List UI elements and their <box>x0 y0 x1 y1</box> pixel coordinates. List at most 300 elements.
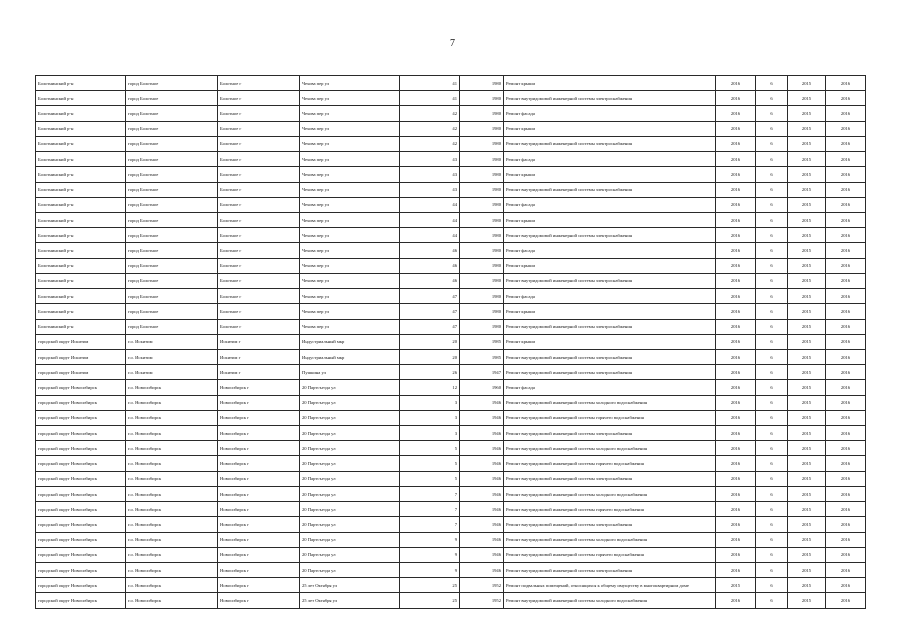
end-year-cell: 2016 <box>826 258 866 273</box>
district-cell: Болотнинский р-н <box>36 106 126 121</box>
year-built-cell: 1980 <box>460 228 504 243</box>
house-number-cell: 3 <box>400 395 460 410</box>
start-year-cell: 2015 <box>788 380 826 395</box>
year-built-cell: 1980 <box>460 121 504 136</box>
start-year-cell: 2015 <box>788 486 826 501</box>
period-cell: 6 <box>756 243 788 258</box>
street-cell: 20 Партсъезда ул <box>300 410 400 425</box>
district-cell: городской округ Новосибирск <box>36 532 126 547</box>
settlement-cell: Новосибирск г <box>218 593 300 609</box>
street-cell: Индустриальный мкр <box>300 349 400 364</box>
house-number-cell: 9 <box>400 563 460 578</box>
street-cell: 20 Партсъезда ул <box>300 486 400 501</box>
settlement-cell: Новосибирск г <box>218 517 300 532</box>
end-year-cell: 2016 <box>826 563 866 578</box>
municipality-cell: г.о. Новосибирск <box>126 593 218 609</box>
district-cell: городской округ Искитим <box>36 334 126 349</box>
settlement-cell: Болотное г <box>218 197 300 212</box>
period-cell: 6 <box>756 517 788 532</box>
work-type-cell: Ремонт внутридомовой инженерной системы электроснабжения <box>504 349 716 364</box>
period-cell: 6 <box>756 182 788 197</box>
district-cell: городской округ Искитим <box>36 349 126 364</box>
house-number-cell: 20 <box>400 349 460 364</box>
plan-year-cell: 2016 <box>716 486 756 501</box>
house-number-cell: 43 <box>400 182 460 197</box>
municipality-cell: город Болотное <box>126 136 218 151</box>
end-year-cell: 2016 <box>826 182 866 197</box>
end-year-cell: 2016 <box>826 197 866 212</box>
plan-year-cell: 2016 <box>716 197 756 212</box>
plan-year-cell: 2016 <box>716 212 756 227</box>
plan-year-cell: 2016 <box>716 380 756 395</box>
plan-year-cell: 2016 <box>716 182 756 197</box>
municipality-cell: г.о. Новосибирск <box>126 426 218 441</box>
table-row <box>36 106 866 121</box>
municipality-cell: город Болотное <box>126 182 218 197</box>
district-cell: городской округ Новосибирск <box>36 441 126 456</box>
settlement-cell: Болотное г <box>218 319 300 334</box>
settlement-cell: Новосибирск г <box>218 395 300 410</box>
plan-year-cell: 2016 <box>716 243 756 258</box>
settlement-cell: Новосибирск г <box>218 486 300 501</box>
period-cell: 6 <box>756 91 788 106</box>
start-year-cell: 2015 <box>788 91 826 106</box>
year-built-cell: 1952 <box>460 578 504 593</box>
year-built-cell: 1946 <box>460 410 504 425</box>
start-year-cell: 2015 <box>788 258 826 273</box>
plan-year-cell: 2016 <box>716 426 756 441</box>
house-number-cell: 5 <box>400 456 460 471</box>
plan-year-cell: 2016 <box>716 456 756 471</box>
settlement-cell: Новосибирск г <box>218 380 300 395</box>
period-cell: 6 <box>756 273 788 288</box>
start-year-cell: 2015 <box>788 593 826 609</box>
table-row <box>36 441 866 456</box>
table-row <box>36 182 866 197</box>
work-type-cell: Ремонт внутридомовой инженерной системы электроснабжения <box>504 136 716 151</box>
house-number-cell: 3 <box>400 410 460 425</box>
table-row <box>36 258 866 273</box>
plan-year-cell: 2016 <box>716 547 756 562</box>
period-cell: 6 <box>756 471 788 486</box>
work-type-cell: Ремонт фасада <box>504 197 716 212</box>
end-year-cell: 2016 <box>826 502 866 517</box>
settlement-cell: Болотное г <box>218 304 300 319</box>
house-number-cell: 47 <box>400 304 460 319</box>
plan-year-cell: 2016 <box>716 167 756 182</box>
table-row <box>36 380 866 395</box>
period-cell: 6 <box>756 547 788 562</box>
district-cell: городской округ Искитим <box>36 365 126 380</box>
street-cell: 20 Партсъезда ул <box>300 426 400 441</box>
plan-year-cell: 2016 <box>716 91 756 106</box>
table-row <box>36 304 866 319</box>
start-year-cell: 2015 <box>788 121 826 136</box>
period-cell: 6 <box>756 319 788 334</box>
district-cell: городской округ Новосибирск <box>36 380 126 395</box>
municipality-cell: г.о. Новосибирск <box>126 547 218 562</box>
municipality-cell: город Болотное <box>126 121 218 136</box>
plan-year-cell: 2016 <box>716 517 756 532</box>
work-type-cell: Ремонт крыши <box>504 121 716 136</box>
settlement-cell: Искитим г <box>218 365 300 380</box>
end-year-cell: 2016 <box>826 349 866 364</box>
house-number-cell: 9 <box>400 547 460 562</box>
plan-year-cell: 2016 <box>716 441 756 456</box>
settlement-cell: Новосибирск г <box>218 578 300 593</box>
period-cell: 6 <box>756 426 788 441</box>
street-cell: 20 Партсъезда ул <box>300 395 400 410</box>
end-year-cell: 2016 <box>826 304 866 319</box>
year-built-cell: 1946 <box>460 395 504 410</box>
start-year-cell: 2015 <box>788 228 826 243</box>
period-cell: 6 <box>756 152 788 167</box>
house-number-cell: 41 <box>400 91 460 106</box>
settlement-cell: Искитим г <box>218 334 300 349</box>
start-year-cell: 2015 <box>788 289 826 304</box>
municipality-cell: г.о. Искитим <box>126 334 218 349</box>
street-cell: Чехова пер ул <box>300 167 400 182</box>
municipality-cell: г.о. Новосибирск <box>126 563 218 578</box>
table-row <box>36 578 866 593</box>
plan-year-cell: 2016 <box>716 593 756 609</box>
district-cell: городской округ Новосибирск <box>36 563 126 578</box>
work-type-cell: Ремонт крыши <box>504 212 716 227</box>
street-cell: Индустриальный мкр <box>300 334 400 349</box>
year-built-cell: 1946 <box>460 471 504 486</box>
table-row <box>36 136 866 151</box>
year-built-cell: 1980 <box>460 152 504 167</box>
year-built-cell: 1946 <box>460 441 504 456</box>
house-number-cell: 42 <box>400 136 460 151</box>
year-built-cell: 1946 <box>460 456 504 471</box>
street-cell: Чехова пер ул <box>300 152 400 167</box>
work-type-cell: Ремонт внутридомовой инженерной системы электроснабжения <box>504 273 716 288</box>
work-type-cell: Ремонт фасада <box>504 243 716 258</box>
house-number-cell: 46 <box>400 273 460 288</box>
municipality-cell: г.о. Новосибирск <box>126 502 218 517</box>
street-cell: 20 Партсъезда ул <box>300 380 400 395</box>
street-cell: Чехова пер ул <box>300 319 400 334</box>
end-year-cell: 2016 <box>826 456 866 471</box>
start-year-cell: 2015 <box>788 136 826 151</box>
end-year-cell: 2016 <box>826 212 866 227</box>
house-number-cell: 44 <box>400 228 460 243</box>
period-cell: 6 <box>756 106 788 121</box>
start-year-cell: 2015 <box>788 395 826 410</box>
house-number-cell: 3 <box>400 426 460 441</box>
page-number: 7 <box>450 38 455 49</box>
table-row <box>36 197 866 212</box>
end-year-cell: 2016 <box>826 486 866 501</box>
district-cell: Болотнинский р-н <box>36 258 126 273</box>
period-cell: 6 <box>756 197 788 212</box>
start-year-cell: 2015 <box>788 563 826 578</box>
street-cell: Чехова пер ул <box>300 197 400 212</box>
year-built-cell: 1946 <box>460 532 504 547</box>
end-year-cell: 2016 <box>826 410 866 425</box>
plan-year-cell: 2016 <box>716 228 756 243</box>
municipality-cell: город Болотное <box>126 243 218 258</box>
district-cell: Болотнинский р-н <box>36 289 126 304</box>
settlement-cell: Новосибирск г <box>218 426 300 441</box>
plan-year-cell: 2016 <box>716 410 756 425</box>
municipality-cell: г.о. Новосибирск <box>126 578 218 593</box>
end-year-cell: 2016 <box>826 91 866 106</box>
plan-year-cell: 2016 <box>716 304 756 319</box>
district-cell: городской округ Новосибирск <box>36 517 126 532</box>
table-row <box>36 289 866 304</box>
municipality-cell: г.о. Искитим <box>126 349 218 364</box>
period-cell: 6 <box>756 578 788 593</box>
street-cell: 25 лет Октября ул <box>300 578 400 593</box>
district-cell: Болотнинский р-н <box>36 304 126 319</box>
work-type-cell: Ремонт внутридомовой инженерной системы электроснабжения <box>504 563 716 578</box>
period-cell: 6 <box>756 410 788 425</box>
district-cell: Болотнинский р-н <box>36 121 126 136</box>
settlement-cell: Новосибирск г <box>218 456 300 471</box>
settlement-cell: Болотное г <box>218 273 300 288</box>
district-cell: городской округ Новосибирск <box>36 456 126 471</box>
table-row <box>36 486 866 501</box>
plan-year-cell: 2016 <box>716 349 756 364</box>
end-year-cell: 2016 <box>826 136 866 151</box>
house-number-cell: 25 <box>400 578 460 593</box>
work-type-cell: Ремонт внутридомовой инженерной системы электроснабжения <box>504 426 716 441</box>
table-row <box>36 91 866 106</box>
work-type-cell: Ремонт внутридомовой инженерной системы электроснабжения <box>504 517 716 532</box>
period-cell: 6 <box>756 441 788 456</box>
work-type-cell: Ремонт внутридомовой инженерной системы холодного водоснабжения <box>504 395 716 410</box>
house-number-cell: 43 <box>400 152 460 167</box>
table-row <box>36 167 866 182</box>
settlement-cell: Новосибирск г <box>218 563 300 578</box>
street-cell: 20 Партсъезда ул <box>300 441 400 456</box>
house-number-cell: 5 <box>400 441 460 456</box>
period-cell: 6 <box>756 136 788 151</box>
year-built-cell: 1980 <box>460 273 504 288</box>
end-year-cell: 2016 <box>826 228 866 243</box>
street-cell: Чехова пер ул <box>300 121 400 136</box>
district-cell: Болотнинский р-н <box>36 152 126 167</box>
start-year-cell: 2015 <box>788 212 826 227</box>
period-cell: 6 <box>756 228 788 243</box>
end-year-cell: 2016 <box>826 441 866 456</box>
house-number-cell: 47 <box>400 319 460 334</box>
plan-year-cell: 2015 <box>716 578 756 593</box>
municipality-cell: город Болотное <box>126 76 218 91</box>
table-row <box>36 593 866 609</box>
settlement-cell: Новосибирск г <box>218 547 300 562</box>
house-number-cell: 43 <box>400 167 460 182</box>
start-year-cell: 2015 <box>788 197 826 212</box>
period-cell: 6 <box>756 349 788 364</box>
settlement-cell: Болотное г <box>218 106 300 121</box>
year-built-cell: 1980 <box>460 167 504 182</box>
district-cell: городской округ Новосибирск <box>36 593 126 609</box>
work-type-cell: Ремонт фасада <box>504 152 716 167</box>
year-built-cell: 1985 <box>460 349 504 364</box>
district-cell: Болотнинский р-н <box>36 167 126 182</box>
start-year-cell: 2015 <box>788 334 826 349</box>
street-cell: Пушкина ул <box>300 365 400 380</box>
settlement-cell: Болотное г <box>218 182 300 197</box>
work-type-cell: Ремонт фасада <box>504 289 716 304</box>
plan-year-cell: 2016 <box>716 152 756 167</box>
work-type-cell: Ремонт внутридомовой инженерной системы холодного водоснабжения <box>504 486 716 501</box>
end-year-cell: 2016 <box>826 167 866 182</box>
period-cell: 6 <box>756 76 788 91</box>
end-year-cell: 2016 <box>826 273 866 288</box>
end-year-cell: 2016 <box>826 106 866 121</box>
start-year-cell: 2015 <box>788 76 826 91</box>
table-row <box>36 426 866 441</box>
table-row <box>36 532 866 547</box>
work-type-cell: Ремонт внутридомовой инженерной системы холодного водоснабжения <box>504 532 716 547</box>
street-cell: 20 Партсъезда ул <box>300 532 400 547</box>
start-year-cell: 2015 <box>788 441 826 456</box>
start-year-cell: 2015 <box>788 243 826 258</box>
district-cell: городской округ Новосибирск <box>36 471 126 486</box>
plan-year-cell: 2016 <box>716 273 756 288</box>
work-type-cell: Ремонт фасада <box>504 106 716 121</box>
start-year-cell: 2015 <box>788 471 826 486</box>
settlement-cell: Болотное г <box>218 136 300 151</box>
house-number-cell: 42 <box>400 121 460 136</box>
year-built-cell: 1980 <box>460 197 504 212</box>
table-row <box>36 563 866 578</box>
year-built-cell: 1985 <box>460 334 504 349</box>
municipality-cell: город Болотное <box>126 319 218 334</box>
year-built-cell: 1980 <box>460 212 504 227</box>
start-year-cell: 2015 <box>788 167 826 182</box>
house-number-cell: 44 <box>400 197 460 212</box>
street-cell: 20 Партсъезда ул <box>300 517 400 532</box>
table-row <box>36 471 866 486</box>
municipality-cell: город Болотное <box>126 212 218 227</box>
street-cell: Чехова пер ул <box>300 243 400 258</box>
street-cell: Чехова пер ул <box>300 136 400 151</box>
district-cell: городской округ Новосибирск <box>36 502 126 517</box>
street-cell: Чехова пер ул <box>300 212 400 227</box>
district-cell: Болотнинский р-н <box>36 228 126 243</box>
settlement-cell: Новосибирск г <box>218 532 300 547</box>
year-built-cell: 1980 <box>460 243 504 258</box>
plan-year-cell: 2016 <box>716 258 756 273</box>
period-cell: 6 <box>756 304 788 319</box>
end-year-cell: 2016 <box>826 243 866 258</box>
house-number-cell: 9 <box>400 532 460 547</box>
period-cell: 6 <box>756 456 788 471</box>
house-number-cell: 44 <box>400 212 460 227</box>
municipality-cell: город Болотное <box>126 228 218 243</box>
plan-year-cell: 2016 <box>716 106 756 121</box>
plan-year-cell: 2016 <box>716 136 756 151</box>
year-built-cell: 1952 <box>460 593 504 609</box>
end-year-cell: 2016 <box>826 532 866 547</box>
period-cell: 6 <box>756 380 788 395</box>
work-type-cell: Ремонт внутридомовой инженерной системы горячего водоснабжения <box>504 502 716 517</box>
period-cell: 6 <box>756 289 788 304</box>
period-cell: 6 <box>756 563 788 578</box>
plan-year-cell: 2016 <box>716 319 756 334</box>
start-year-cell: 2015 <box>788 319 826 334</box>
table-row <box>36 502 866 517</box>
table-row <box>36 365 866 380</box>
year-built-cell: 1980 <box>460 91 504 106</box>
table-row <box>36 410 866 425</box>
end-year-cell: 2016 <box>826 76 866 91</box>
district-cell: Болотнинский р-н <box>36 197 126 212</box>
table-row <box>36 319 866 334</box>
start-year-cell: 2015 <box>788 426 826 441</box>
work-type-cell: Ремонт внутридомовой инженерной системы электроснабжения <box>504 91 716 106</box>
district-cell: Болотнинский р-н <box>36 136 126 151</box>
municipality-cell: город Болотное <box>126 304 218 319</box>
year-built-cell: 1946 <box>460 426 504 441</box>
settlement-cell: Новосибирск г <box>218 410 300 425</box>
year-built-cell: 1946 <box>460 486 504 501</box>
house-number-cell: 26 <box>400 365 460 380</box>
work-type-cell: Ремонт фасада <box>504 380 716 395</box>
table-row <box>36 334 866 349</box>
start-year-cell: 2015 <box>788 532 826 547</box>
street-cell: Чехова пер ул <box>300 258 400 273</box>
street-cell: Чехова пер ул <box>300 182 400 197</box>
start-year-cell: 2015 <box>788 349 826 364</box>
municipality-cell: г.о. Новосибирск <box>126 471 218 486</box>
settlement-cell: Болотное г <box>218 243 300 258</box>
end-year-cell: 2016 <box>826 334 866 349</box>
settlement-cell: Болотное г <box>218 121 300 136</box>
municipality-cell: город Болотное <box>126 152 218 167</box>
year-built-cell: 1946 <box>460 547 504 562</box>
municipality-cell: г.о. Новосибирск <box>126 395 218 410</box>
street-cell: 25 лет Октября ул <box>300 593 400 609</box>
year-built-cell: 1946 <box>460 563 504 578</box>
house-number-cell: 12 <box>400 380 460 395</box>
work-type-cell: Ремонт внутридомовой инженерной системы электроснабжения <box>504 228 716 243</box>
work-type-cell: Ремонт внутридомовой инженерной системы горячего водоснабжения <box>504 410 716 425</box>
table-row <box>36 76 866 91</box>
year-built-cell: 1980 <box>460 258 504 273</box>
settlement-cell: Болотное г <box>218 76 300 91</box>
work-type-cell: Ремонт крыши <box>504 76 716 91</box>
end-year-cell: 2016 <box>826 471 866 486</box>
work-type-cell: Ремонт крыши <box>504 334 716 349</box>
table-row <box>36 243 866 258</box>
period-cell: 6 <box>756 395 788 410</box>
table-row <box>36 517 866 532</box>
house-number-cell: 25 <box>400 593 460 609</box>
municipality-cell: г.о. Новосибирск <box>126 441 218 456</box>
work-type-cell: Ремонт крыши <box>504 258 716 273</box>
work-type-cell: Ремонт внутридомовой инженерной системы электроснабжения <box>504 182 716 197</box>
year-built-cell: 1980 <box>460 76 504 91</box>
start-year-cell: 2015 <box>788 182 826 197</box>
year-built-cell: 1946 <box>460 517 504 532</box>
end-year-cell: 2016 <box>826 380 866 395</box>
municipality-cell: город Болотное <box>126 289 218 304</box>
settlement-cell: Болотное г <box>218 167 300 182</box>
house-number-cell: 5 <box>400 471 460 486</box>
table-row <box>36 228 866 243</box>
settlement-cell: Искитим г <box>218 349 300 364</box>
period-cell: 6 <box>756 212 788 227</box>
street-cell: Чехова пер ул <box>300 106 400 121</box>
end-year-cell: 2016 <box>826 319 866 334</box>
settlement-cell: Болотное г <box>218 228 300 243</box>
